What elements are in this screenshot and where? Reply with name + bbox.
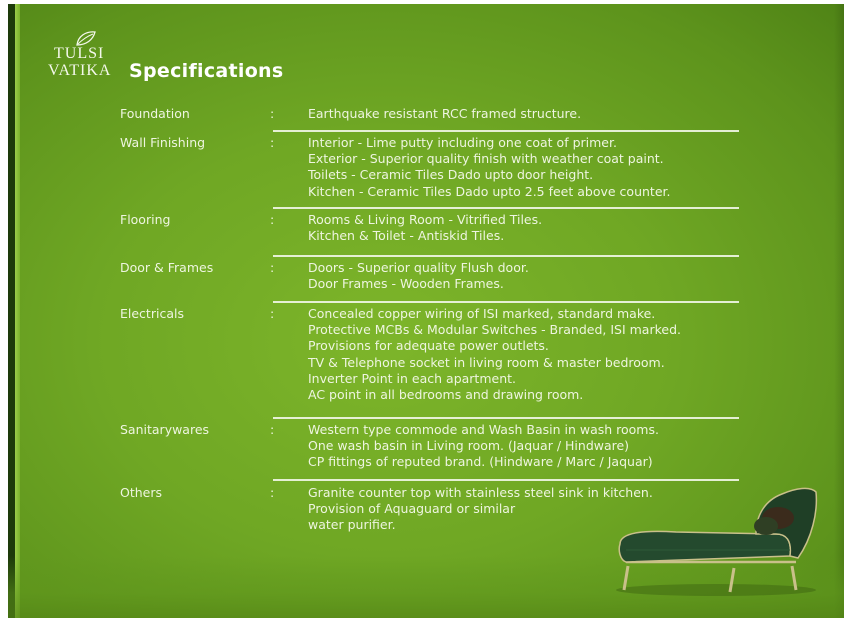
- section-divider: [273, 255, 739, 257]
- spec-detail-line: AC point in all bedrooms and drawing room.: [308, 387, 584, 402]
- page-title: Specifications: [129, 60, 284, 82]
- spec-label: Door & Frames: [120, 260, 214, 275]
- spec-label: Others: [120, 485, 163, 500]
- spec-detail-line: Doors - Superior quality Flush door.: [308, 260, 529, 275]
- spec-label: Electricals: [120, 306, 184, 321]
- spec-separator: :: [270, 422, 275, 437]
- logo-text-tulsi: TULSI: [54, 45, 105, 62]
- spec-label: Flooring: [120, 212, 171, 227]
- spec-label: Sanitarywares: [120, 422, 210, 437]
- spec-detail-line: water purifier.: [308, 517, 396, 533]
- spec-detail-line: Granite counter top with stainless steel sink in kitchen.: [308, 485, 653, 500]
- spec-detail-line: CP fittings of reputed brand. (Hindware / Marc / Jaquar): [308, 454, 653, 470]
- spine-highlight: [15, 4, 20, 618]
- spec-detail-line: Provision of Aquaguard or similar: [308, 501, 516, 517]
- section-divider: [273, 417, 739, 419]
- chaise-lounge-illustration: [606, 478, 820, 598]
- spec-label: Wall Finishing: [120, 135, 206, 150]
- spec-separator: :: [270, 260, 275, 275]
- spec-detail-line: Door Frames - Wooden Frames.: [308, 276, 504, 292]
- section-divider: [273, 207, 739, 209]
- binding-spine: [8, 4, 15, 618]
- spec-separator: :: [270, 212, 275, 227]
- section-divider: [273, 130, 739, 132]
- spec-detail-line: Concealed copper wiring of ISI marked, standard make.: [308, 306, 656, 321]
- spec-detail-line: Interior - Lime putty including one coat of primer.: [308, 135, 617, 150]
- spec-detail-line: Protective MCBs & Modular Switches - Branded, ISI marked.: [308, 322, 681, 338]
- spec-detail-line: Rooms & Living Room - Vitrified Tiles.: [308, 212, 543, 227]
- spec-detail-line: Toilets - Ceramic Tiles Dado upto door height.: [308, 167, 594, 183]
- spec-separator: :: [270, 135, 275, 150]
- section-divider: [273, 301, 739, 303]
- spec-detail-line: Earthquake resistant RCC framed structure.: [308, 106, 582, 121]
- spec-detail-line: Inverter Point in each apartment.: [308, 370, 516, 386]
- brochure-page: [8, 4, 844, 618]
- page-edge-shadow: [834, 4, 844, 618]
- spec-detail-line: TV & Telephone socket in living room & master bedroom.: [308, 354, 665, 370]
- spec-separator: :: [270, 485, 275, 500]
- spec-detail-line: Kitchen - Ceramic Tiles Dado upto 2.5 feet above counter.: [308, 183, 671, 199]
- spec-detail-line: Kitchen & Toilet - Antiskid Tiles.: [308, 228, 505, 244]
- spec-separator: :: [270, 106, 275, 121]
- brand-logo: [48, 30, 124, 90]
- spec-separator: :: [270, 306, 275, 321]
- logo-text-vatika: VATIKA: [48, 62, 112, 79]
- spec-detail-line: Western type commode and Wash Basin in wash rooms.: [308, 422, 659, 437]
- spec-detail-line: Exterior - Superior quality finish with weather coat paint.: [308, 151, 664, 167]
- spec-detail-line: One wash basin in Living room. (Jaquar / Hindware): [308, 438, 630, 454]
- spec-label: Foundation: [120, 106, 190, 121]
- spec-detail-line: Provisions for adequate power outlets.: [308, 338, 549, 354]
